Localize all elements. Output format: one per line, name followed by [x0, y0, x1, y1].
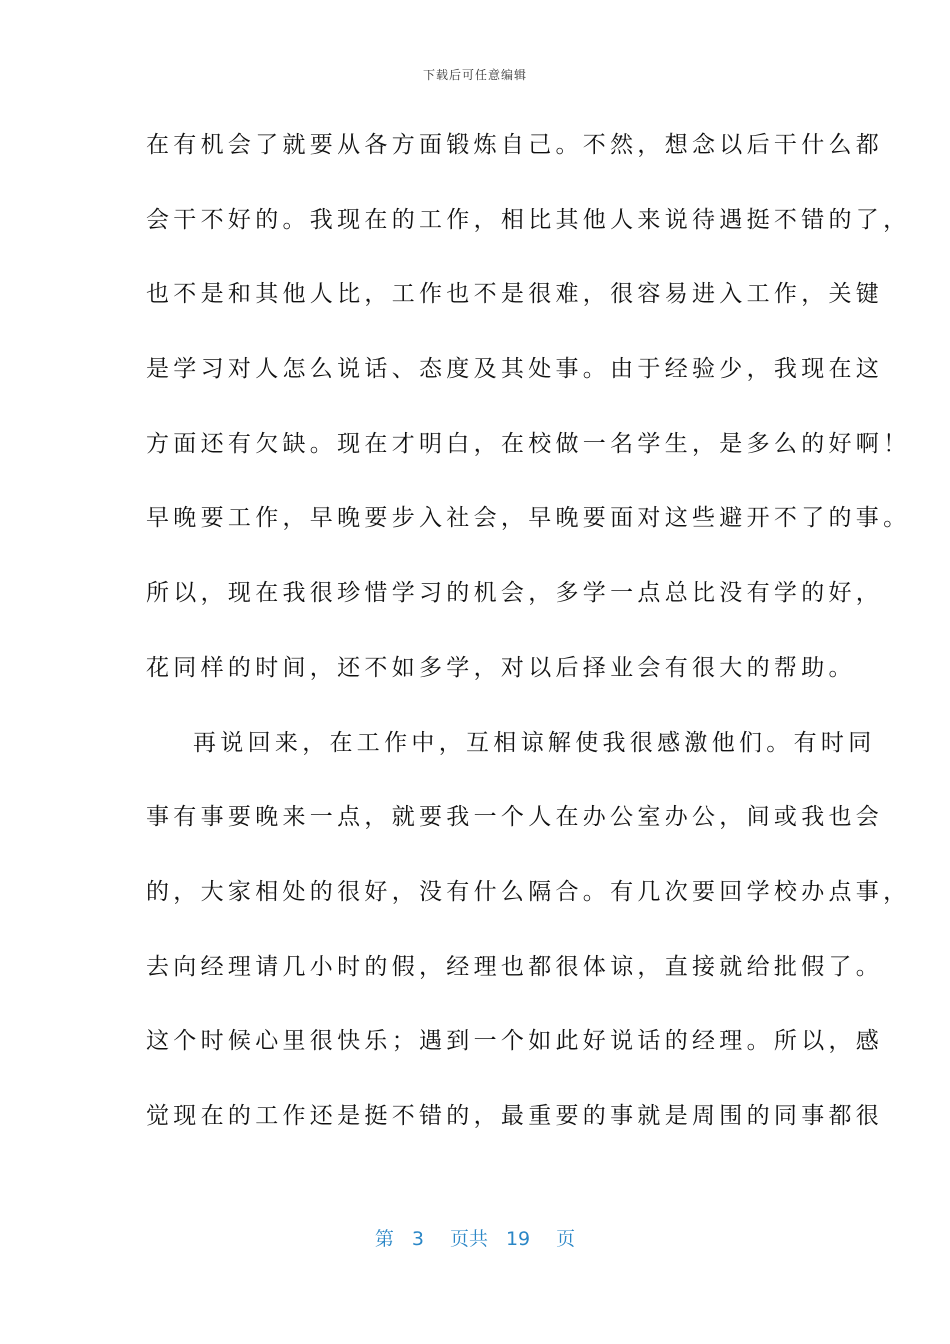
document-body: [146, 120, 911, 1166]
body-line: 方面还有欠缺。现在才明白，在校做一名学生，是多么的好啊！: [146, 430, 911, 457]
header-note: 下载后可任意编辑: [422, 68, 527, 82]
paragraph-start-line: 再说回来，在工作中，互相谅解使我很感激他们。有时同: [193, 729, 876, 756]
body-line: 所以，现在我很珍惜学习的机会，多学一点总比没有学的好，: [146, 580, 884, 607]
body-line: 也不是和其他人比，工作也不是很难，很容易进入工作，关键: [146, 281, 884, 308]
page-prefix: 第: [374, 1228, 394, 1250]
body-line: 会干不好的。我现在的工作，相比其他人来说待遇挺不错的了，: [146, 206, 911, 233]
body-line: 事有事要晚来一点，就要我一个人在办公室办公，间或我也会: [146, 804, 884, 831]
body-line: 觉现在的工作还是挺不错的，最重要的事就是周围的同事都很: [146, 1102, 884, 1129]
page-footer: [0, 1224, 950, 1251]
body-line: 的，大家相处的很好，没有什么隔合。有几次要回学校办点事，: [146, 878, 911, 905]
current-page-number: 3: [411, 1228, 424, 1250]
body-line: 花同样的时间，还不如多学，对以后择业会有很大的帮助。: [146, 654, 856, 681]
page-suffix: 页: [556, 1228, 576, 1250]
total-pages-number: 19: [505, 1228, 531, 1250]
page-middle: 页共: [449, 1228, 488, 1250]
body-line: 早晚要工作，早晚要步入社会，早晚要面对这些避开不了的事。: [146, 505, 911, 532]
body-line: 去向经理请几小时的假，经理也都很体谅，直接就给批假了。: [146, 953, 884, 980]
body-line: 这个时候心里很快乐；遇到一个如此好说话的经理。所以，感: [146, 1028, 884, 1055]
body-line: 在有机会了就要从各方面锻炼自己。不然，想念以后干什么都: [146, 132, 884, 158]
body-line: 是学习对人怎么说话、态度及其处事。由于经验少，我现在这: [146, 356, 884, 383]
